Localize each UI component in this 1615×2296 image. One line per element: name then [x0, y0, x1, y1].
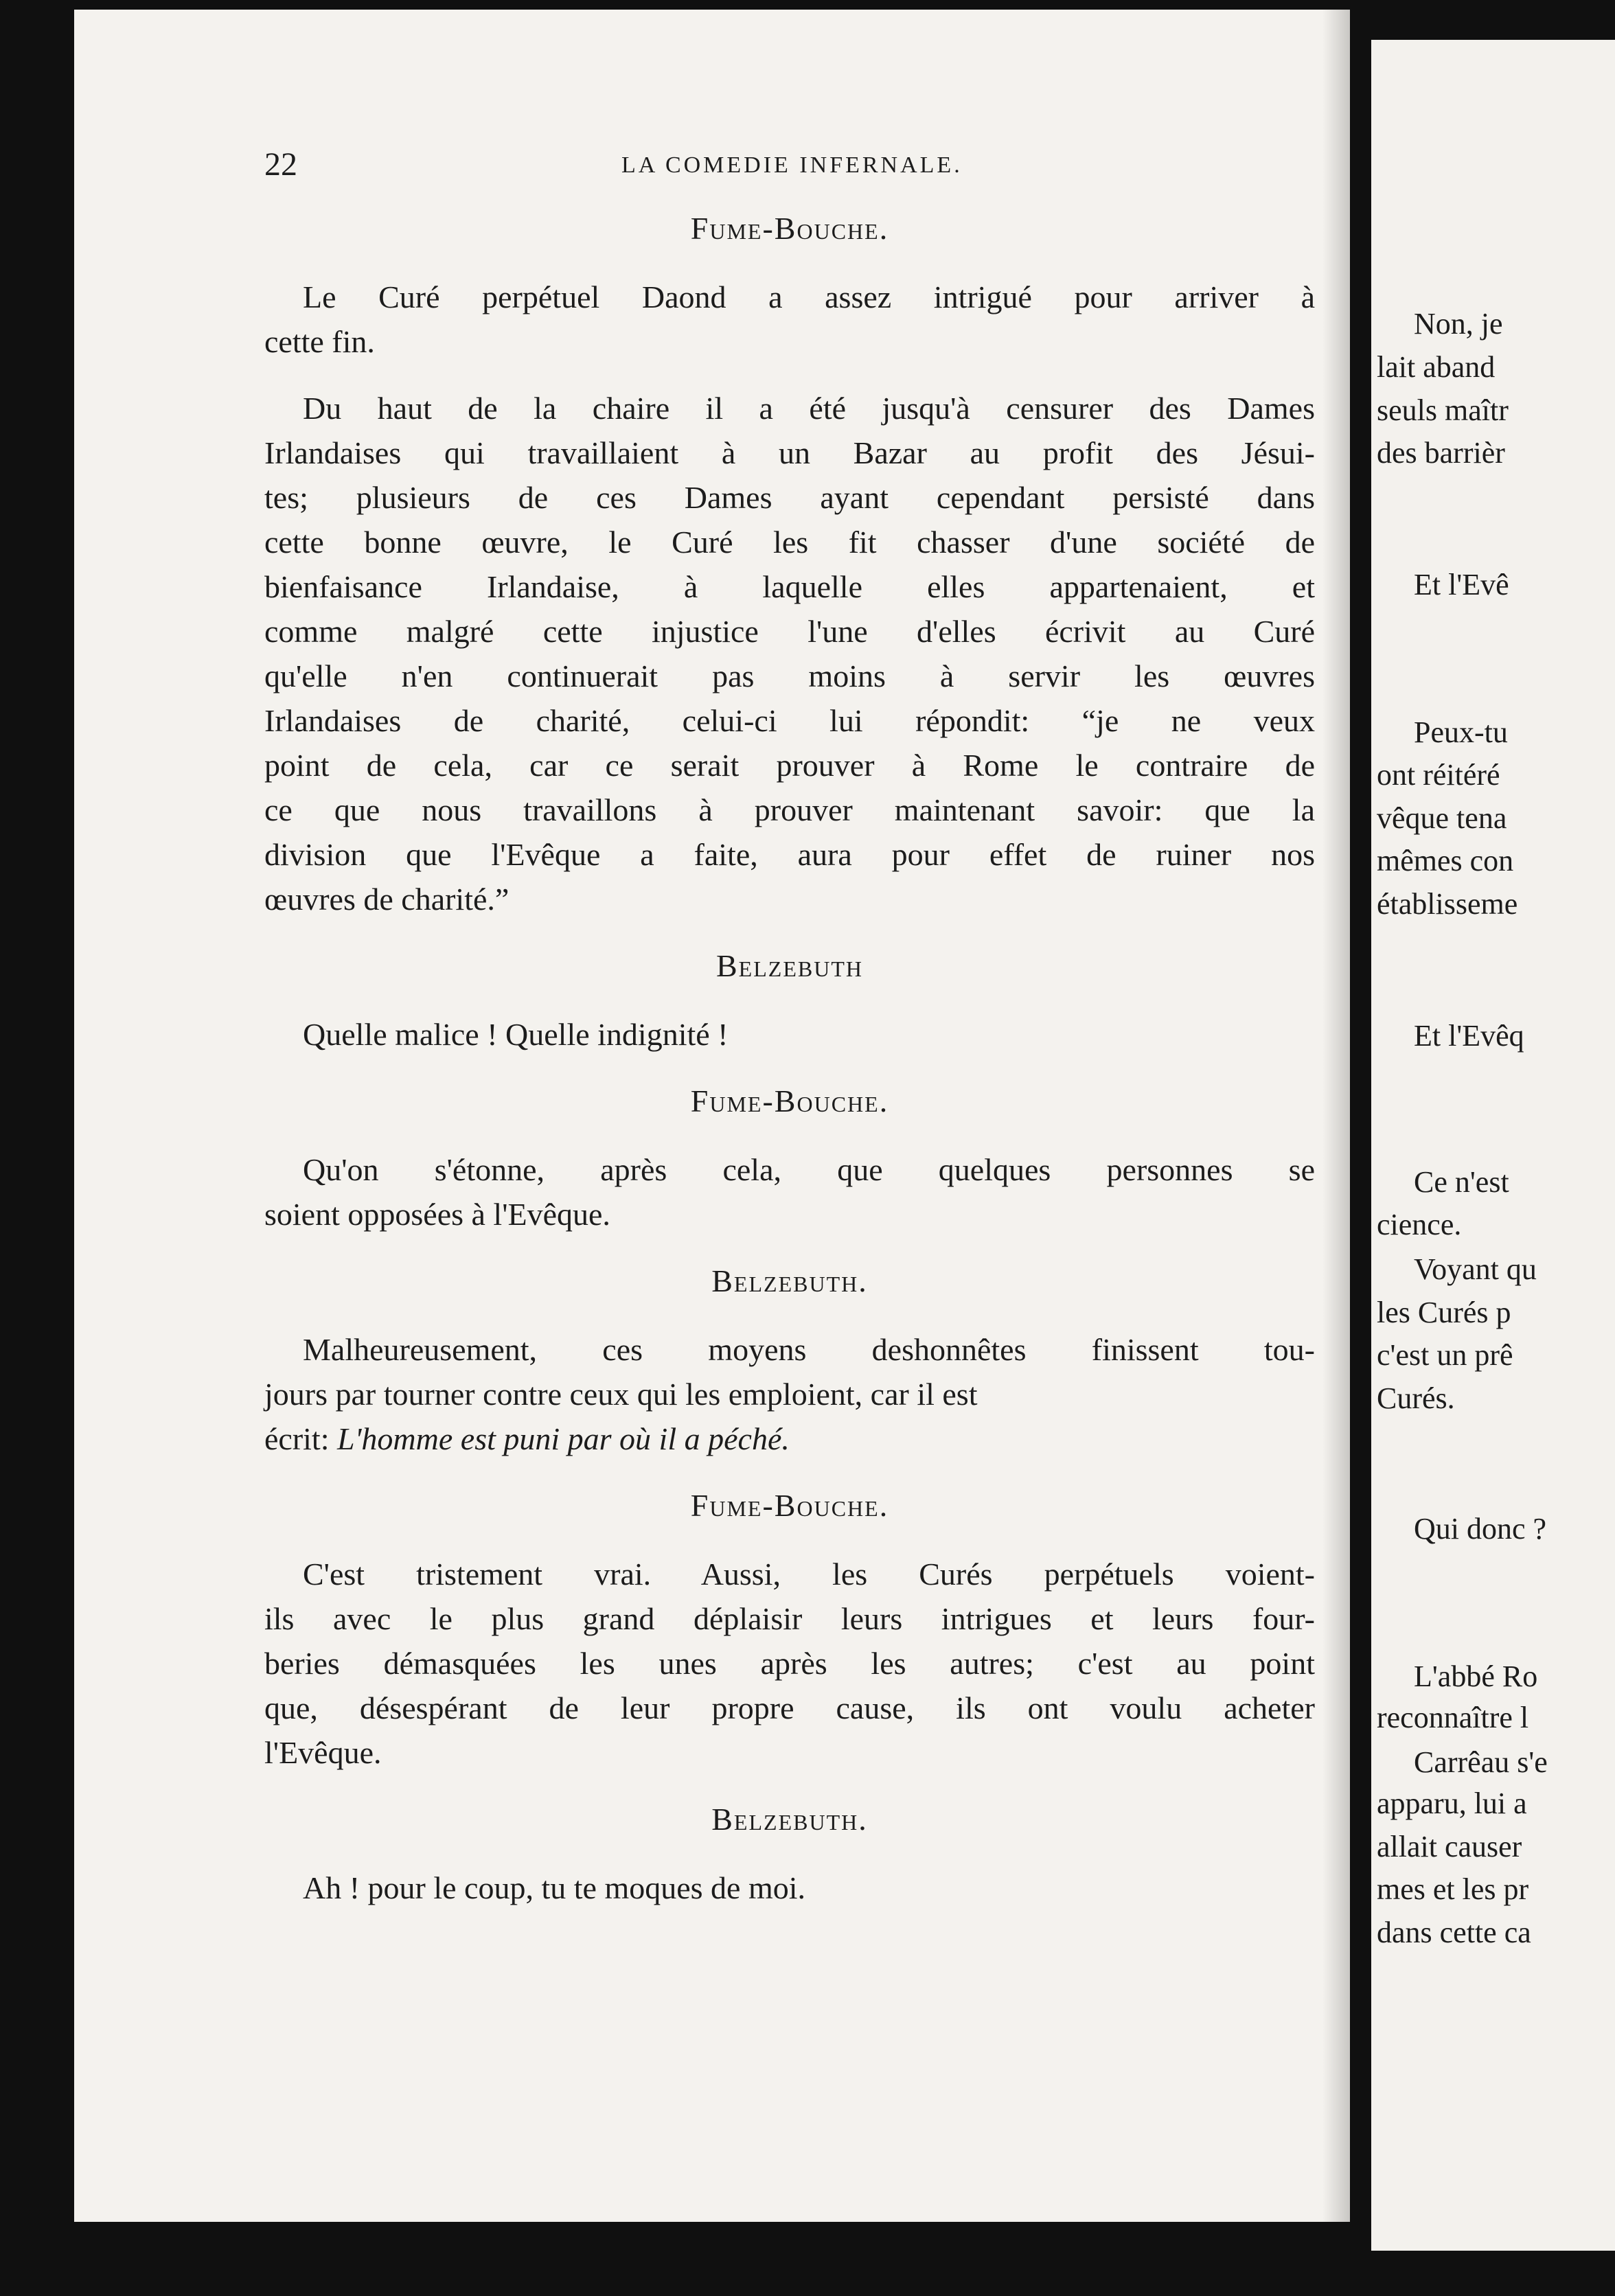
text-line: C'est tristement vrai. Aussi, les Curés perpétuels voient-	[303, 1557, 1315, 1592]
paragraph	[264, 275, 1315, 364]
facing-page-line: allait causer	[1377, 1830, 1522, 1863]
paragraph	[264, 386, 1315, 921]
text-line: Malheureusement, ces moyens deshonnêtes finissent tou-	[303, 1332, 1315, 1367]
text-line: division que l'Evêque a faite, aura pour effet de ruiner nos	[264, 837, 1315, 872]
facing-page-line: seuls maîtr	[1377, 393, 1509, 427]
text-line: bienfaisance Irlandaise, à laquelle elles appartenaient, et	[264, 569, 1315, 604]
speaker-heading: Fume-Bouche.	[690, 1083, 889, 1118]
speaker-heading: Fume-Bouche.	[690, 1488, 889, 1523]
facing-page-line: ont réitéré	[1377, 758, 1500, 792]
right-page	[1371, 40, 1615, 2251]
text-line: œuvres de charité.”	[264, 882, 509, 917]
facing-page-line: établisseme	[1377, 887, 1518, 921]
paragraph	[264, 1147, 1315, 1237]
facing-page-line: Et l'Evêq	[1414, 1019, 1524, 1053]
facing-page-line: Peux-tu	[1414, 715, 1508, 749]
text-line: Qu'on s'étonne, après cela, que quelques personnes se	[303, 1152, 1315, 1187]
speaker-heading: Fume-Bouche.	[690, 211, 889, 246]
text-line: l'Evêque.	[264, 1735, 382, 1770]
paragraph	[264, 1012, 1315, 1057]
text-line	[264, 1416, 1315, 1461]
text-line: comme malgré cette injustice l'une d'elles écrivit au Curé	[264, 614, 1315, 649]
text-line: soient opposées à l'Evêque.	[264, 1197, 610, 1232]
paragraph	[264, 1866, 1315, 1910]
text-line: cette fin.	[264, 324, 375, 359]
facing-page-line: c'est un prê	[1377, 1338, 1513, 1372]
facing-page-line: L'abbé Ro	[1414, 1660, 1538, 1693]
text-line: jours par tourner contre ceux qui les emploient, car il est	[264, 1377, 978, 1412]
text-line: Irlandaises de charité, celui-ci lui répondit: “je ne veux	[264, 703, 1315, 738]
page-header	[264, 146, 1315, 188]
text-line: qu'elle n'en continuerait pas moins à servir les œuvres	[264, 658, 1315, 693]
facing-page-line: cience.	[1377, 1208, 1462, 1241]
text-line: point de cela, car ce serait prouver à Rome le contraire de	[264, 748, 1315, 783]
text-line: Ah ! pour le coup, tu te moques de moi.	[303, 1870, 806, 1905]
facing-page-line: Curés.	[1377, 1381, 1455, 1415]
facing-page-line: Ce n'est	[1414, 1165, 1509, 1199]
facing-page-line: dans cette ca	[1377, 1916, 1531, 1949]
facing-page-line: Et l'Evê	[1414, 568, 1509, 601]
facing-page-line: des barrièr	[1377, 436, 1505, 470]
text-line: ils avec le plus grand déplaisir leurs intrigues et leurs four-	[264, 1601, 1315, 1636]
running-title: LA COMEDIE INFERNALE.	[621, 152, 963, 178]
facing-page-line: apparu, lui a	[1377, 1787, 1527, 1820]
text-line: que, désespérant de leur propre cause, ils ont voulu acheter	[264, 1690, 1315, 1725]
facing-page-line: Voyant qu	[1414, 1252, 1537, 1286]
paragraph	[264, 1552, 1315, 1775]
facing-page-line: vêque tena	[1377, 801, 1507, 835]
plain-text: écrit:	[264, 1421, 337, 1456]
speaker-heading: Belzebuth	[716, 948, 863, 983]
paragraph-continuation	[264, 1416, 1315, 1461]
text-line: Le Curé perpétuel Daond a assez intrigué pour arriver à	[303, 279, 1315, 314]
text-line: Quelle malice ! Quelle indignité !	[303, 1017, 729, 1052]
text-line: ce que nous travaillons à prouver maintenant savoir: que la	[264, 792, 1315, 827]
text-line: beries démasquées les unes après les autres; c'est au point	[264, 1646, 1315, 1681]
facing-page-line: lait aband	[1377, 350, 1496, 384]
facing-page-line: Carrêau s'e	[1414, 1745, 1548, 1779]
text-line: tes; plusieurs de ces Dames ayant cependant persisté dans	[264, 480, 1315, 515]
right-page-body	[1371, 40, 1615, 2251]
text-line: Du haut de la chaire il a été jusqu'à censurer des Dames	[303, 391, 1315, 426]
facing-page-line: mes et les pr	[1377, 1872, 1529, 1906]
page-number: 22	[264, 146, 297, 183]
text-line: Irlandaises qui travaillaient à un Bazar au profit des Jésui-	[264, 435, 1315, 470]
speaker-heading: Belzebuth.	[711, 1263, 868, 1298]
facing-page-line: mêmes con	[1377, 844, 1514, 877]
facing-page-line: Non, je	[1414, 307, 1503, 341]
left-page-body	[264, 206, 1315, 1932]
facing-page-line: reconnaître l	[1377, 1701, 1529, 1734]
paragraph	[264, 1327, 1315, 1416]
speaker-heading: Belzebuth.	[711, 1802, 868, 1837]
facing-page-line: les Curés p	[1377, 1296, 1511, 1329]
text-line: cette bonne œuvre, le Curé les fit chasser d'une société de	[264, 525, 1315, 560]
facing-page-line: Qui donc ?	[1414, 1512, 1547, 1546]
italic-quote: L'homme est puni par où il a péché.	[337, 1421, 790, 1456]
